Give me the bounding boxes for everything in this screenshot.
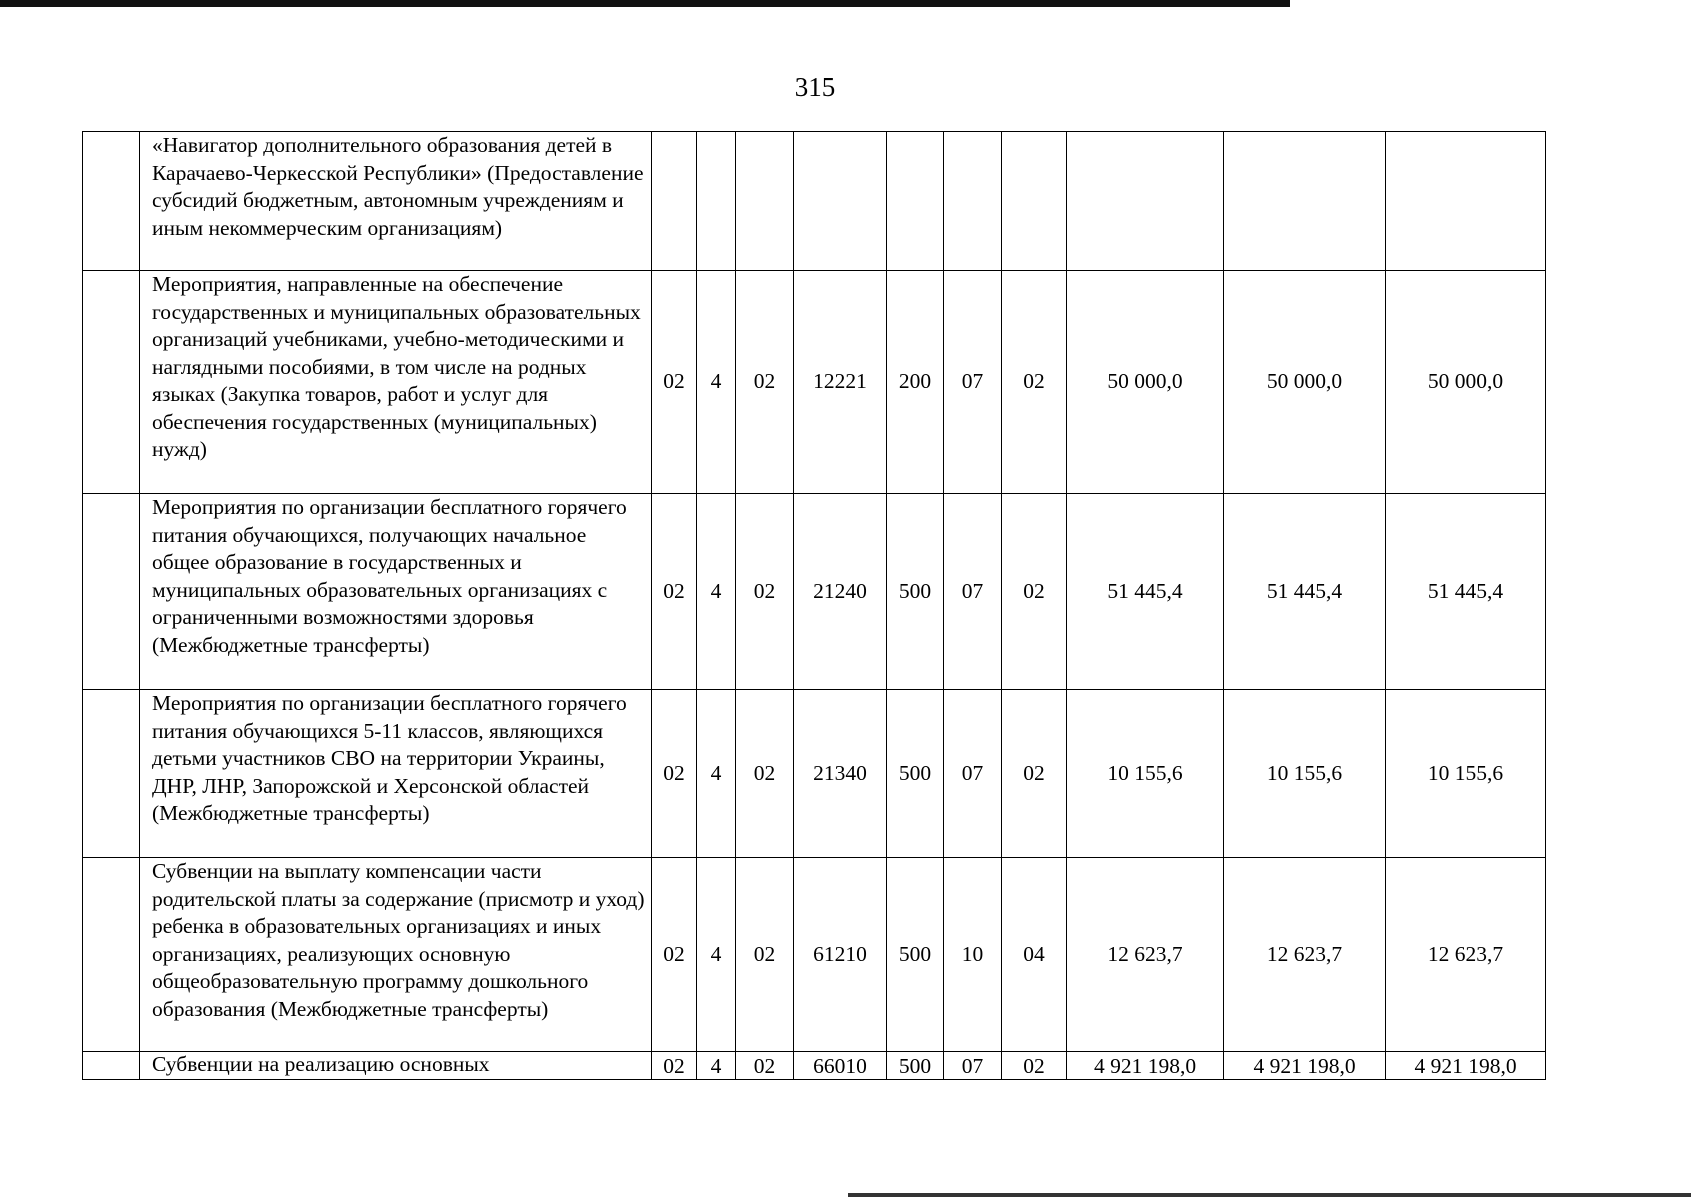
amount-cell: 12 623,7 — [1067, 858, 1224, 1052]
code-cell: 07 — [944, 1052, 1002, 1080]
item-name: Субвенции на выплату компенсации части родительской платы за содержание (присмотр и уход) ребенка в образовательных организациях и иных организациях, реализующих основную общеобразовательную программу дошкольного образования (Межбюджетные трансферты) — [140, 858, 652, 1052]
amount-cell: 50 000,0 — [1224, 271, 1386, 494]
code-cell: 02 — [1002, 271, 1067, 494]
code-cell: 02 — [652, 1052, 697, 1080]
code-cell — [887, 132, 944, 271]
code-cell: 4 — [697, 858, 736, 1052]
code-cell — [944, 132, 1002, 271]
table-row — [83, 271, 1546, 494]
row-number-cell — [83, 494, 140, 690]
table-row — [83, 858, 1546, 1052]
amount-cell: 10 155,6 — [1067, 690, 1224, 858]
amount-cell: 4 921 198,0 — [1224, 1052, 1386, 1080]
code-cell: 200 — [887, 271, 944, 494]
code-cell: 02 — [652, 690, 697, 858]
code-cell: 02 — [652, 858, 697, 1052]
code-cell: 4 — [697, 271, 736, 494]
amount-cell: 12 623,7 — [1386, 858, 1546, 1052]
code-cell: 21340 — [794, 690, 887, 858]
code-cell: 4 — [697, 690, 736, 858]
code-cell — [697, 132, 736, 271]
table-row — [83, 1052, 1546, 1080]
code-cell: 04 — [1002, 858, 1067, 1052]
code-cell: 02 — [736, 690, 794, 858]
amount-cell: 50 000,0 — [1386, 271, 1546, 494]
scan-edge-top — [0, 0, 1290, 7]
item-name: «Навигатор дополнительного образования детей в Карачаево-Черкесской Республики» (Предоставление субсидий бюджетным, автономным учреждениям и иным некоммерческим организациям) — [140, 132, 652, 271]
item-name: Мероприятия, направленные на обеспечение государственных и муниципальных образовательных организаций учебниками, учебно-методическими и наглядными пособиями, в том числе на родных языках (Закупка товаров, работ и услуг для обеспечения государственных (муниципальных) нужд) — [140, 271, 652, 494]
code-cell — [736, 132, 794, 271]
code-cell: 02 — [652, 494, 697, 690]
code-cell: 10 — [944, 858, 1002, 1052]
amount-cell: 10 155,6 — [1224, 690, 1386, 858]
amount-cell: 51 445,4 — [1224, 494, 1386, 690]
item-name: Субвенции на реализацию основных — [140, 1052, 652, 1080]
code-cell: 4 — [697, 494, 736, 690]
code-cell — [1002, 132, 1067, 271]
code-cell: 02 — [736, 494, 794, 690]
item-name: Мероприятия по организации бесплатного горячего питания обучающихся 5-11 классов, являющихся детьми участников СВО на территории Украины, ДНР, ЛНР, Запорожской и Херсонской областей (Межбюджетные трансферты) — [140, 690, 652, 858]
row-number-cell — [83, 132, 140, 271]
amount-cell: 51 445,4 — [1067, 494, 1224, 690]
amount-cell: 4 921 198,0 — [1386, 1052, 1546, 1080]
amount-cell: 12 623,7 — [1224, 858, 1386, 1052]
row-number-cell — [83, 1052, 140, 1080]
amount-cell: 4 921 198,0 — [1067, 1052, 1224, 1080]
table-row — [83, 494, 1546, 690]
code-cell: 02 — [1002, 690, 1067, 858]
item-name: Мероприятия по организации бесплатного горячего питания обучающихся, получающих начальное общее образование в государственных и муниципальных образовательных организациях с ограниченными возможностями здоровья (Межбюджетные трансферты) — [140, 494, 652, 690]
amount-cell: 10 155,6 — [1386, 690, 1546, 858]
code-cell: 07 — [944, 690, 1002, 858]
amount-cell — [1067, 132, 1224, 271]
amount-cell: 51 445,4 — [1386, 494, 1546, 690]
row-number-cell — [83, 690, 140, 858]
budget-table — [82, 131, 1546, 1080]
code-cell: 07 — [944, 271, 1002, 494]
code-cell — [652, 132, 697, 271]
code-cell: 02 — [1002, 1052, 1067, 1080]
code-cell: 07 — [944, 494, 1002, 690]
code-cell: 02 — [736, 858, 794, 1052]
code-cell: 66010 — [794, 1052, 887, 1080]
scan-edge-bottom — [848, 1193, 1691, 1197]
code-cell: 02 — [736, 1052, 794, 1080]
row-number-cell — [83, 271, 140, 494]
code-cell: 02 — [736, 271, 794, 494]
code-cell: 500 — [887, 690, 944, 858]
amount-cell: 50 000,0 — [1067, 271, 1224, 494]
code-cell: 500 — [887, 858, 944, 1052]
code-cell: 02 — [652, 271, 697, 494]
code-cell: 21240 — [794, 494, 887, 690]
code-cell: 4 — [697, 1052, 736, 1080]
page-number: 315 — [794, 72, 836, 102]
row-number-cell — [83, 858, 140, 1052]
table-row — [83, 690, 1546, 858]
code-cell: 500 — [887, 494, 944, 690]
code-cell: 500 — [887, 1052, 944, 1080]
amount-cell — [1224, 132, 1386, 271]
amount-cell — [1386, 132, 1546, 271]
code-cell: 61210 — [794, 858, 887, 1052]
code-cell: 12221 — [794, 271, 887, 494]
code-cell — [794, 132, 887, 271]
code-cell: 02 — [1002, 494, 1067, 690]
table-row — [83, 132, 1546, 271]
